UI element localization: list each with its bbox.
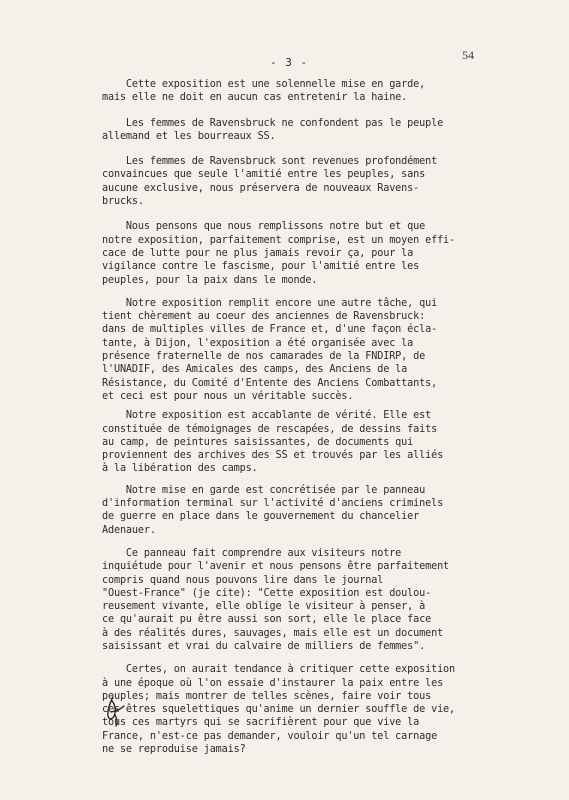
paragraph <box>102 409 496 475</box>
paragraph <box>102 547 496 653</box>
handwritten-initials-icon <box>104 694 128 728</box>
text-line: et ceci est pour nous un véritable succès. <box>102 390 354 402</box>
text-line: vigilance contre le fascisme, pour l'amitié entre les <box>102 261 420 273</box>
text-line: peuples; mais montrer de telles scènes, faire voir tous <box>102 690 432 702</box>
text-line: l'UNADIF, des Amicales des camps, des Anciens de la <box>102 364 408 376</box>
paragraph <box>102 117 496 144</box>
text-line: Cette exposition est une solennelle mise en garde, <box>102 79 426 90</box>
text-line: saisissant et vrai du calvaire de milliers de femmes". <box>102 640 426 652</box>
text-line: Nous pensons que nous remplissons notre but et que <box>102 221 426 233</box>
typed-text-body <box>102 78 496 756</box>
paragraph <box>102 297 496 403</box>
paragraph <box>102 484 496 537</box>
text-line: dans de multiples villes de France et, d'une façon écla- <box>102 324 438 336</box>
paragraph <box>102 155 496 208</box>
text-line: tient chèrement au coeur des anciennes de Ravensbruck: <box>102 311 426 323</box>
text-line: brucks. <box>102 196 144 208</box>
text-line: Les femmes de Ravensbruck sont revenues profondément <box>102 156 438 168</box>
text-line: proviennent des archives des SS et trouvés par les alliés <box>102 450 444 462</box>
text-line: France, n'est-ce pas demander, vouloir qu'un tel carnage <box>102 730 438 742</box>
text-line: ces êtres squelettiques qu'anime un dernier souffle de vie, <box>102 704 456 716</box>
text-line: reusement vivante, elle oblige le visiteur à penser, à <box>102 601 426 613</box>
paragraph <box>102 663 496 756</box>
text-line: inquiétude pour l'avenir et nous pensons être parfaitement <box>102 561 450 573</box>
paragraph <box>102 220 496 286</box>
text-line: de guerre en place dans le gouvernement du chancelier <box>102 511 420 523</box>
text-line: compris quand nous pouvons lire dans le journal <box>102 574 384 586</box>
text-line: Les femmes de Ravensbruck ne confondent pas le peuple <box>102 117 444 129</box>
text-line: notre exposition, parfaitement comprise, est un moyen effi- <box>102 234 456 246</box>
text-line: tante, à Dijon, l'exposition a été organisée avec la <box>102 337 414 349</box>
text-line: ne se reproduise jamais? <box>102 744 246 756</box>
text-line: à des réalités dures, sauvages, mais elle est un document <box>102 627 444 639</box>
text-line: Résistance, du Comité d'Entente des Anciens Combattants, <box>102 377 438 389</box>
text-line: mais elle ne doit en aucun cas entretenir la haine. <box>102 92 408 104</box>
text-line: Adenauer. <box>102 524 156 536</box>
text-line: allemand et les bourreaux SS. <box>102 130 276 142</box>
text-line: d'information terminal sur l'activité d'anciens criminels <box>102 498 444 510</box>
text-line: au camp, de peintures saisissantes, de documents qui <box>102 436 414 448</box>
text-line: à la libération des camps. <box>102 463 258 475</box>
text-line: Certes, on aurait tendance à critiquer cette exposition <box>102 664 456 676</box>
text-line: aucune exclusive, nous préservera de nouveaux Ravens- <box>102 182 420 194</box>
text-line: présence fraternelle de nos camarades de la FNDIRP, de <box>102 351 426 363</box>
folio-number: 54 <box>462 48 474 62</box>
text-line: Notre mise en garde est concrétisée par le panneau <box>102 484 426 496</box>
text-line: constituée de témoignages de rescapées, de dessins faits <box>102 423 438 435</box>
text-line: Notre exposition est accablante de vérité. Elle est <box>102 410 432 422</box>
text-line: Ce panneau fait comprendre aux visiteurs notre <box>102 547 402 559</box>
text-line: à une époque où l'on essaie d'instaurer la paix entre les <box>102 677 444 689</box>
page-number: - 3 - <box>270 56 309 69</box>
text-line: "Ouest-France" (je cite): "Cette exposition est doulou- <box>102 587 432 599</box>
text-line: ce qu'aurait pu être aussi son sort, elle le place face <box>102 614 432 626</box>
paragraph <box>102 78 496 105</box>
text-line: tous ces martyrs qui se sacrifièrent pour que vive la <box>102 717 420 729</box>
text-line: convaincues que seule l'amitié entre les peuples, sans <box>102 169 426 181</box>
text-line: peuples, pour la paix dans le monde. <box>102 274 318 286</box>
text-line: cace de lutte pour ne plus jamais revoir ça, pour la <box>102 247 414 259</box>
text-line: Notre exposition remplit encore une autre tâche, qui <box>102 297 438 309</box>
